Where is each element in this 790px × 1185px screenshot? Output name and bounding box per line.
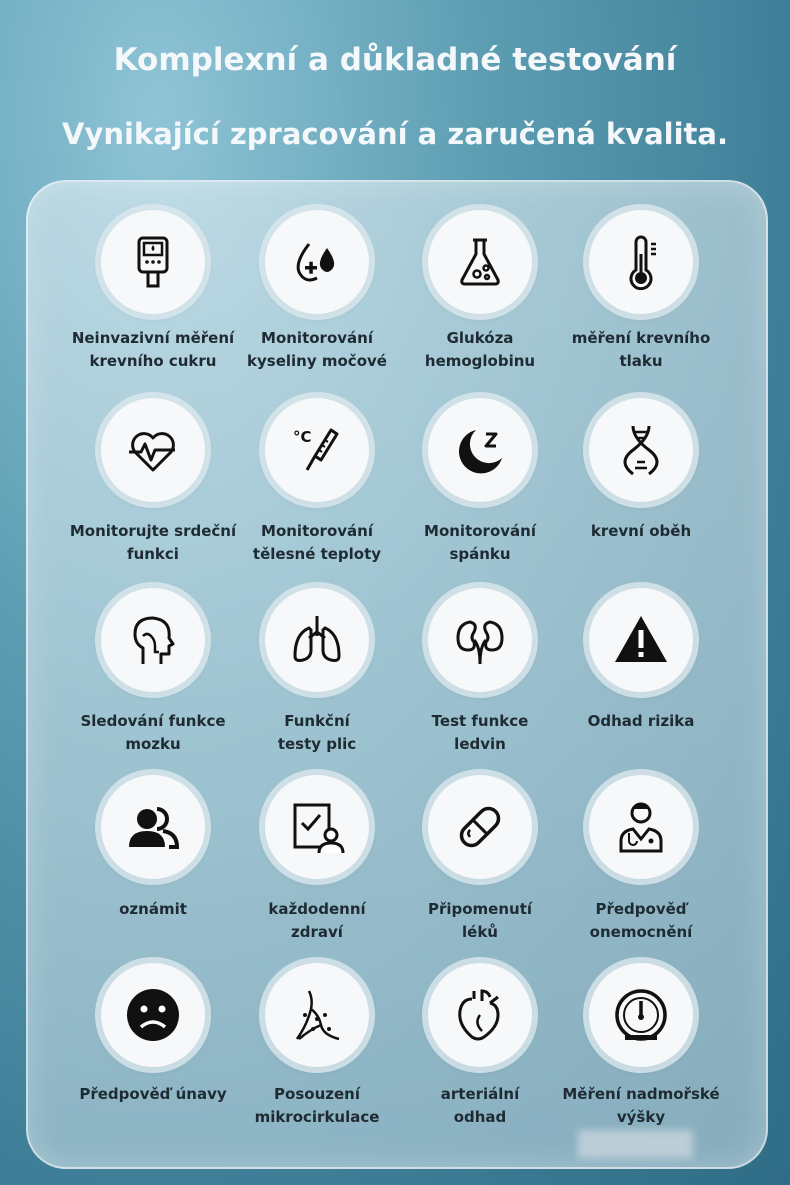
watermark-smudge xyxy=(578,1130,693,1158)
feature-label: Připomenutí léků xyxy=(427,900,533,941)
head-profile-icon xyxy=(101,588,205,692)
page-title: Komplexní a důkladné testování xyxy=(113,42,677,78)
thermometer-icon xyxy=(589,210,693,314)
page-subtitle: Vynikající zpracování a zaručená kvalita. xyxy=(62,117,728,151)
heart-anatomy-icon xyxy=(428,963,532,1067)
doctor-icon xyxy=(589,775,693,879)
lungs-icon xyxy=(265,588,369,692)
dna-icon xyxy=(589,398,693,502)
feature-label: krevní oběh xyxy=(590,522,692,540)
feature-label: Monitorujte srdeční funkci xyxy=(69,522,237,563)
gauge-icon xyxy=(589,963,693,1067)
sad-face-icon xyxy=(101,963,205,1067)
celsius-thermometer-icon xyxy=(265,398,369,502)
feature-label: měření krevního tlaku xyxy=(571,329,711,370)
people-icon xyxy=(101,775,205,879)
glucometer-icon xyxy=(101,210,205,314)
feature-label: Monitorování kyseliny močové xyxy=(247,329,387,370)
feature-label: Předpověď únavy xyxy=(79,1085,227,1103)
feature-label: Monitorování spánku xyxy=(424,522,536,563)
feature-label: oznámit xyxy=(119,900,187,918)
moon-sleep-icon xyxy=(428,398,532,502)
microcirculation-icon xyxy=(265,963,369,1067)
kidneys-icon xyxy=(428,588,532,692)
pill-icon xyxy=(428,775,532,879)
feature-label: Měření nadmořské výšky xyxy=(562,1085,720,1126)
feature-label: každodenní zdraví xyxy=(268,900,366,941)
flask-icon xyxy=(428,210,532,314)
feature-label: Posouzení mikrocirkulace xyxy=(254,1085,380,1126)
feature-label: Odhad rizika xyxy=(587,712,695,730)
warning-icon xyxy=(589,588,693,692)
feature-label: Sledování funkce mozku xyxy=(80,712,226,753)
feature-label: Funkční testy plic xyxy=(277,712,357,753)
feature-label: Monitorování tělesné teploty xyxy=(252,522,382,563)
droplet-plus-icon xyxy=(265,210,369,314)
feature-label: Glukóza hemoglobinu xyxy=(424,329,536,370)
heart-pulse-icon xyxy=(101,398,205,502)
feature-label: Předpověď onemocnění xyxy=(589,900,693,941)
feature-label: Neinvazivní měření krevního cukru xyxy=(71,329,235,370)
svg-text:°C: °C xyxy=(293,428,312,446)
checklist-person-icon xyxy=(265,775,369,879)
feature-label: arteriální odhad xyxy=(440,1085,520,1126)
feature-label: Test funkce ledvin xyxy=(431,712,529,753)
